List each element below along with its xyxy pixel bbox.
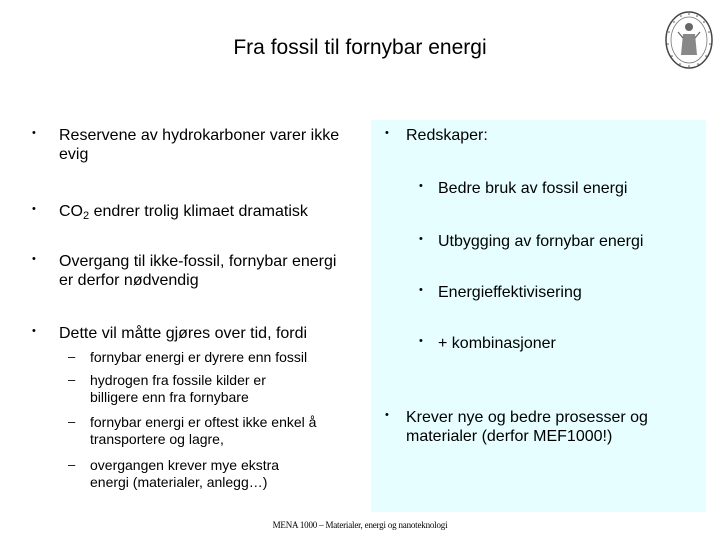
bullet-co2: [59, 202, 359, 226]
university-seal-icon: [664, 10, 714, 70]
requirements-text: Krever nye og bedre prosesser og materialer (derfor MEF1000!): [406, 409, 648, 445]
bullet-dot: •: [385, 127, 389, 139]
sub-dash: –: [68, 457, 76, 472]
bullet-dot: •: [419, 284, 423, 296]
sub-item-energy: overgangen krever mye ekstra energi (materialer, anlegg…): [90, 457, 280, 490]
tool-item-combinations: + kombinasjoner: [438, 335, 556, 352]
tool-item-efficiency: Energieffektivisering: [438, 284, 582, 301]
tools-heading: Redskaper:: [406, 127, 488, 144]
bullet-dot: •: [419, 233, 423, 245]
sub-item-cost: fornybar energi er dyrere enn fossil: [90, 349, 308, 365]
co2-suffix: endrer trolig klimaet dramatisk: [89, 203, 308, 220]
bullet-dot: •: [419, 335, 423, 347]
sub-dash: –: [68, 372, 76, 387]
bullet-dot: •: [32, 253, 36, 265]
sub-item-hydrogen: hydrogen fra fossile kilder er billigere enn fra fornybare: [90, 372, 266, 405]
bullet-dot: •: [32, 325, 36, 337]
co2-subscript: 2: [83, 210, 90, 222]
sub-dash: –: [68, 414, 76, 429]
bullet-dot: •: [419, 180, 423, 192]
bullet-transition: Overgang til ikke-fossil, fornybar energi er derfor nødvendig: [59, 253, 337, 289]
tool-item-fossil: Bedre bruk av fossil energi: [438, 180, 628, 197]
co2-prefix: CO: [59, 203, 83, 220]
bullet-over-time: Dette vil måtte gjøres over tid, fordi: [59, 325, 308, 342]
slide-title: Fra fossil til fornybar energi: [233, 36, 487, 59]
tool-item-renewable: Utbygging av fornybar energi: [438, 233, 644, 250]
slide-footer: MENA 1000 – Materialer, energi og nanoteknologi: [272, 520, 448, 530]
bullet-dot: •: [32, 127, 36, 139]
sub-item-transport: fornybar energi er oftest ikke enkel å transportere og lagre,: [90, 414, 317, 447]
bullet-reserves: Reservene av hydrokarboner varer ikke evig: [59, 127, 340, 163]
bullet-dot: •: [385, 409, 389, 421]
sub-dash: –: [68, 349, 76, 364]
bullet-dot: •: [32, 203, 36, 215]
